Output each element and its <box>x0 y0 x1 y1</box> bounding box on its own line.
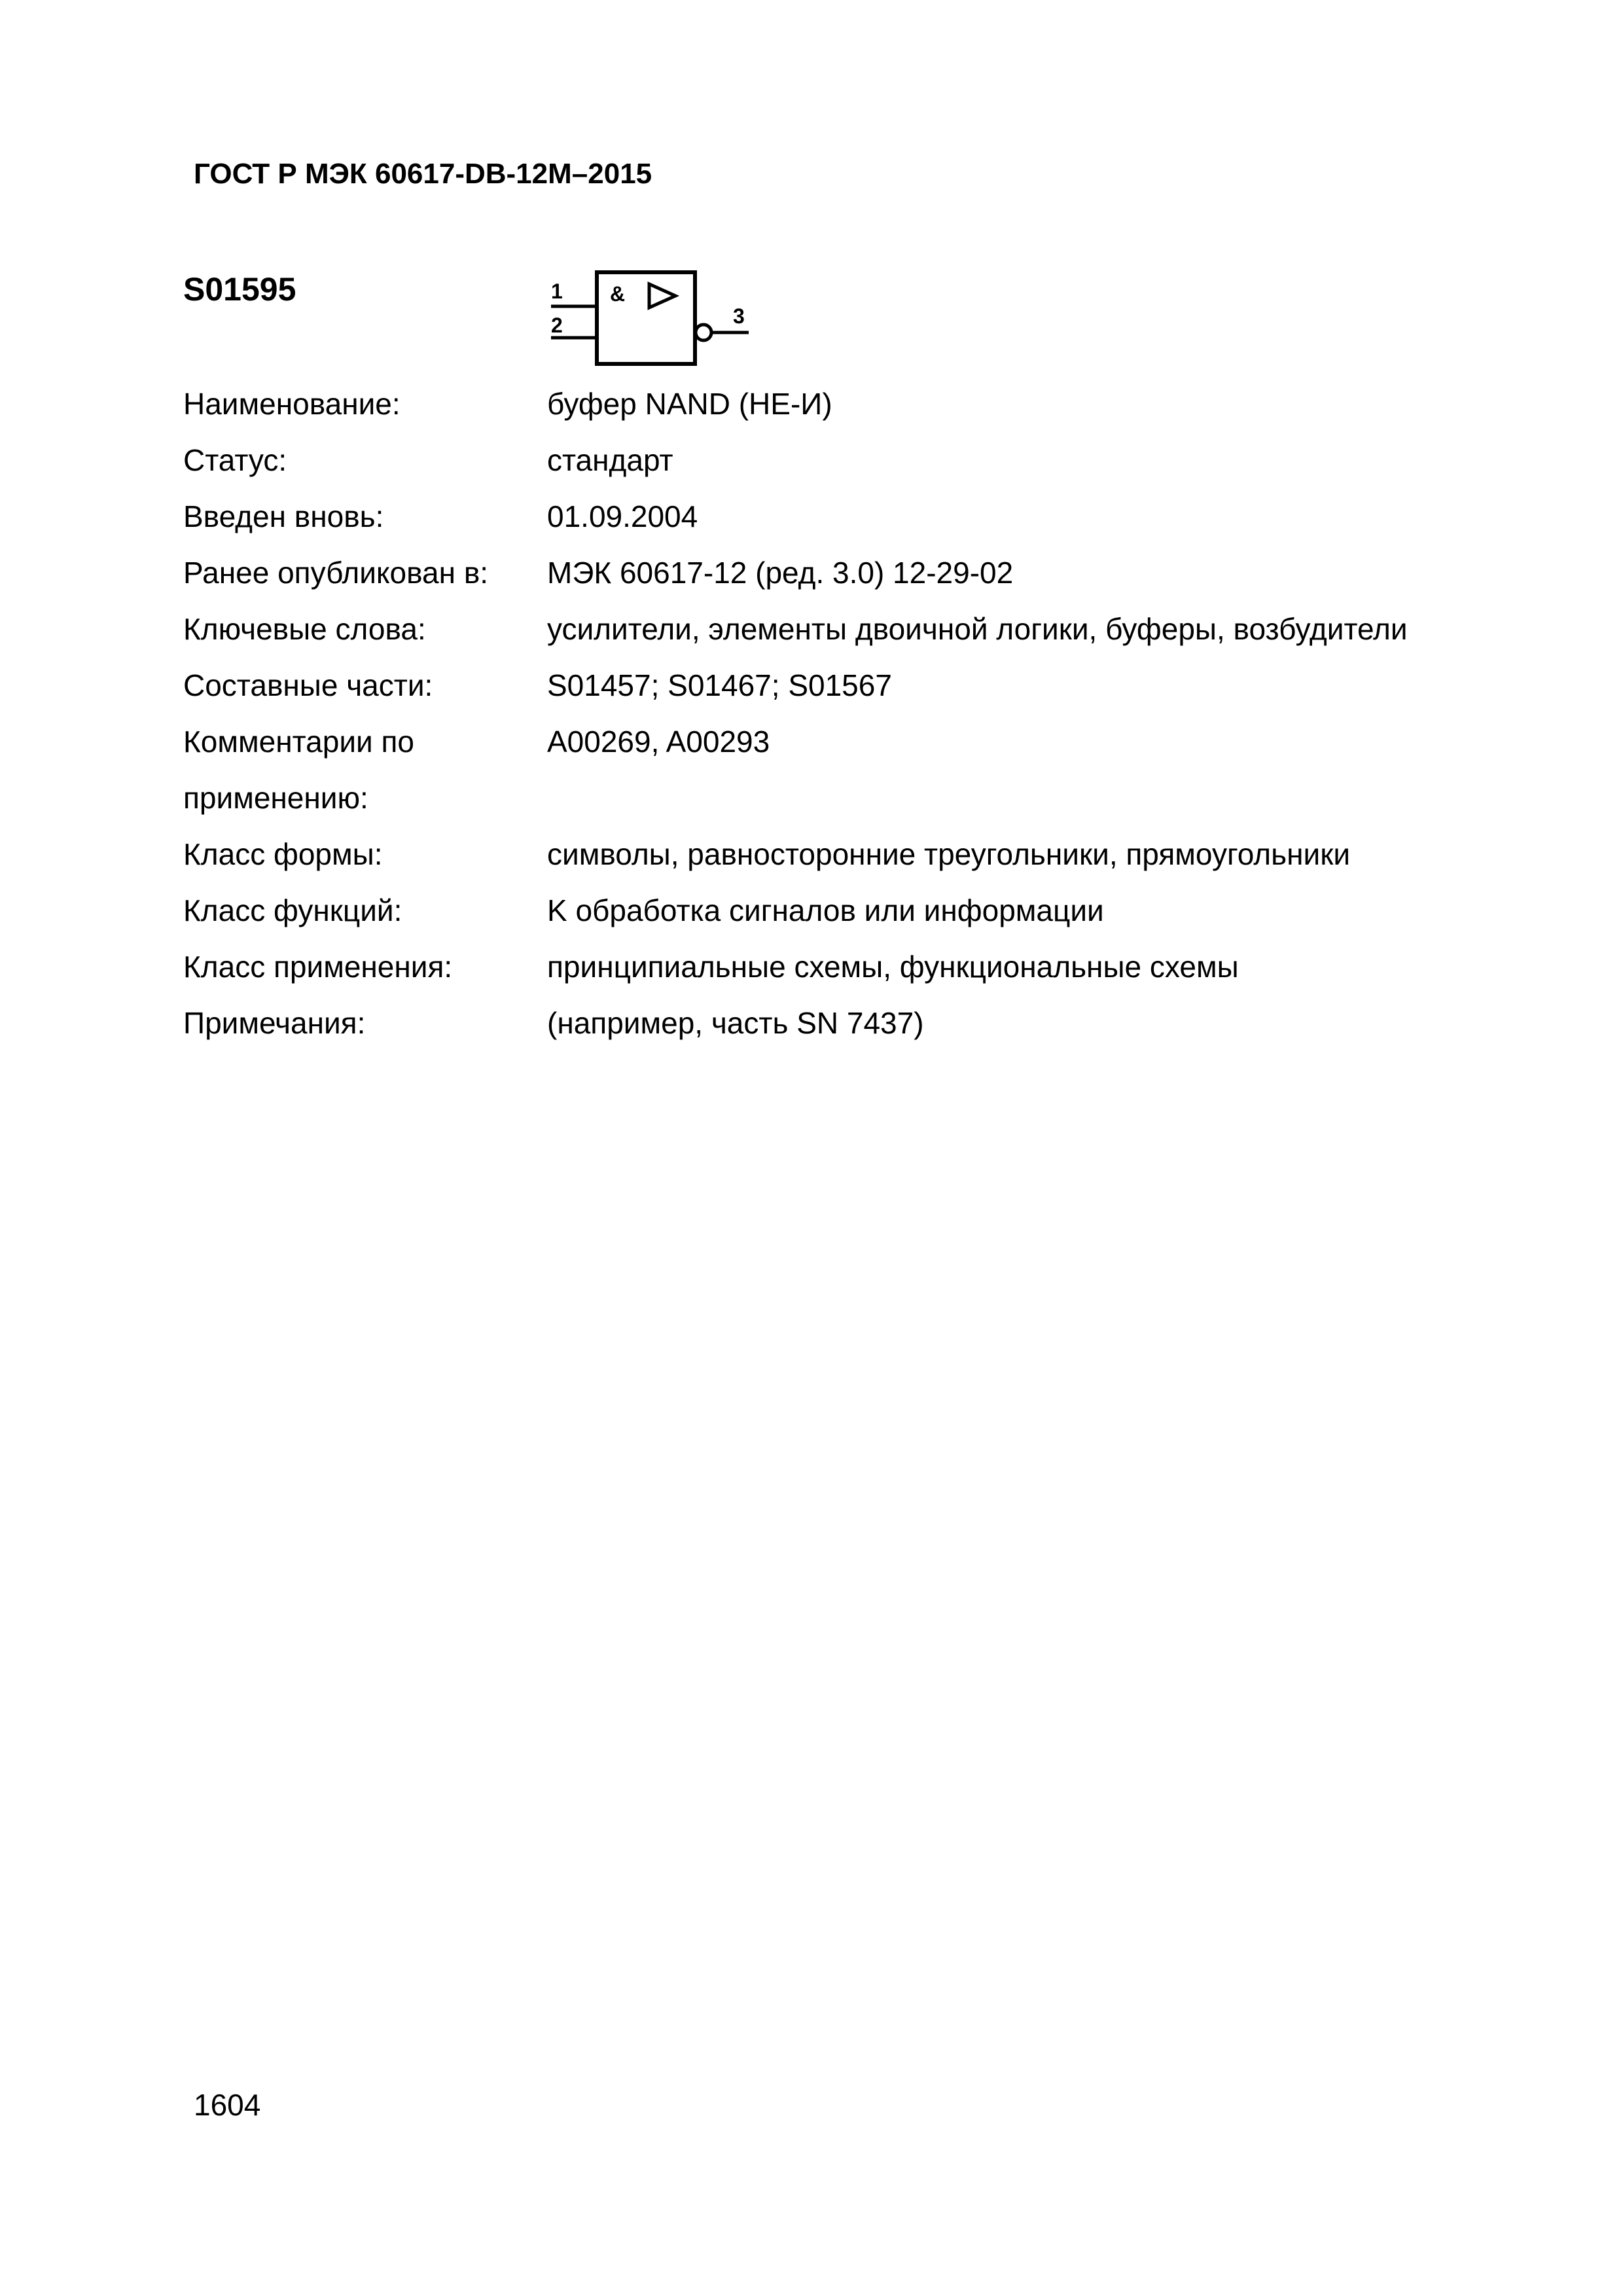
properties-table <box>183 376 1558 1051</box>
and-qualifier: & <box>610 282 626 306</box>
property-row <box>183 939 1558 995</box>
property-row <box>183 601 1558 657</box>
pin-label-1: 1 <box>551 279 563 303</box>
property-value: A00269, A00293 <box>547 725 770 759</box>
property-label: Ключевые слова: <box>183 612 426 646</box>
pin-label-2: 2 <box>551 314 563 337</box>
document-header: ГОСТ Р МЭК 60617-DB-12M–2015 <box>194 158 652 190</box>
property-label: Введен вновь: <box>183 499 384 533</box>
property-label: Класс применения: <box>183 950 453 984</box>
property-value: 01.09.2004 <box>547 499 698 533</box>
property-value: символы, равносторонние треугольники, прямоугольники <box>547 837 1351 871</box>
property-value: принципиальные схемы, функциональные схемы <box>547 950 1239 984</box>
nand-buffer-symbol-icon <box>542 267 764 372</box>
pin-label-3: 3 <box>733 304 745 328</box>
symbol-code: S01595 <box>183 271 296 308</box>
property-label: Комментарии по применению: <box>183 725 414 815</box>
property-value: S01457; S01467; S01567 <box>547 668 892 702</box>
property-label: Класс функций: <box>183 893 402 927</box>
property-row <box>183 488 1558 545</box>
property-row <box>183 713 1558 826</box>
property-row <box>183 826 1558 882</box>
property-row <box>183 376 1558 432</box>
property-label: Примечания: <box>183 1006 366 1040</box>
property-value: усилители, элементы двоичной логики, буферы, возбудители <box>547 612 1408 646</box>
property-label: Составные части: <box>183 668 433 702</box>
property-row <box>183 995 1558 1051</box>
property-row <box>183 882 1558 939</box>
property-row <box>183 657 1558 713</box>
negation-circle <box>696 325 711 340</box>
property-value: буфер NAND (НЕ-И) <box>547 387 832 421</box>
property-label: Статус: <box>183 443 287 477</box>
property-value: K обработка сигналов или информации <box>547 893 1104 927</box>
property-value: МЭК 60617-12 (ред. 3.0) 12-29-02 <box>547 556 1014 590</box>
property-label: Класс формы: <box>183 837 383 871</box>
buffer-triangle-icon <box>649 284 675 308</box>
property-label: Наименование: <box>183 387 401 421</box>
property-label: Ранее опубликован в: <box>183 556 489 590</box>
property-row <box>183 432 1558 488</box>
page-number: 1604 <box>194 2088 261 2122</box>
property-value: (например, часть SN 7437) <box>547 1006 924 1040</box>
property-value: стандарт <box>547 443 673 477</box>
property-row <box>183 545 1558 601</box>
